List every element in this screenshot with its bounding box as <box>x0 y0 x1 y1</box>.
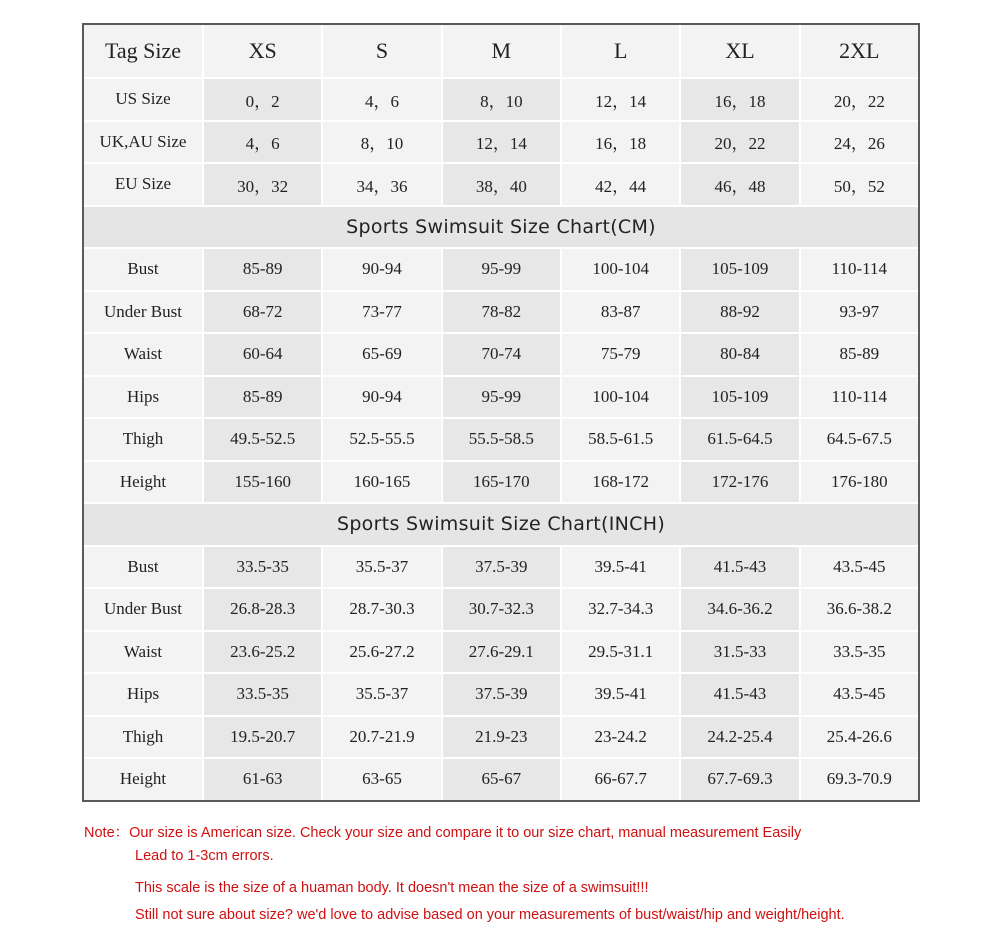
size-row-cell: 50，52 <box>801 164 918 205</box>
size-row-cell: 24，26 <box>801 122 918 163</box>
inch-row-cell: 24.2-25.4 <box>681 717 798 758</box>
cm-row-label: Hips <box>84 377 202 418</box>
inch-row-label: Waist <box>84 632 202 673</box>
size-row-cell: 4，6 <box>204 122 321 163</box>
inch-row-cell: 29.5-31.1 <box>562 632 679 673</box>
size-row-cell: 46，48 <box>681 164 798 205</box>
inch-row-cell: 25.4-26.6 <box>801 717 918 758</box>
inch-row-cell: 41.5-43 <box>681 547 798 588</box>
cm-row-cell: 95-99 <box>443 249 560 290</box>
inch-row-label: Height <box>84 759 202 800</box>
header-label: Tag Size <box>84 25 202 77</box>
inch-row-cell: 27.6-29.1 <box>443 632 560 673</box>
cm-row-cell: 49.5-52.5 <box>204 419 321 460</box>
cm-row-cell: 58.5-61.5 <box>562 419 679 460</box>
cm-row-cell: 110-114 <box>801 249 918 290</box>
size-row-cell: 12，14 <box>562 79 679 120</box>
inch-row-label: Bust <box>84 547 202 588</box>
cm-row-cell: 85-89 <box>204 377 321 418</box>
cm-row-cell: 85-89 <box>204 249 321 290</box>
cm-row-cell: 55.5-58.5 <box>443 419 560 460</box>
cm-section-title: Sports Swimsuit Size Chart(CM) <box>84 207 918 248</box>
size-row-label: EU Size <box>84 164 202 205</box>
cm-row-cell: 95-99 <box>443 377 560 418</box>
cm-row-cell: 83-87 <box>562 292 679 333</box>
size-row-label: US Size <box>84 79 202 120</box>
cm-row-cell: 52.5-55.5 <box>323 419 440 460</box>
inch-row-cell: 34.6-36.2 <box>681 589 798 630</box>
cm-row-cell: 80-84 <box>681 334 798 375</box>
inch-row-cell: 31.5-33 <box>681 632 798 673</box>
header-cell: 2XL <box>801 25 918 77</box>
inch-row-cell: 21.9-23 <box>443 717 560 758</box>
inch-row-cell: 33.5-35 <box>204 674 321 715</box>
inch-row-cell: 63-65 <box>323 759 440 800</box>
cm-row-cell: 155-160 <box>204 462 321 503</box>
cm-row-cell: 105-109 <box>681 249 798 290</box>
inch-row-cell: 69.3-70.9 <box>801 759 918 800</box>
header-cell: L <box>562 25 679 77</box>
cm-row-cell: 100-104 <box>562 377 679 418</box>
inch-row-cell: 23.6-25.2 <box>204 632 321 673</box>
inch-row-cell: 19.5-20.7 <box>204 717 321 758</box>
inch-section-title: Sports Swimsuit Size Chart(INCH) <box>84 504 918 545</box>
size-row-cell: 8，10 <box>323 122 440 163</box>
inch-row-cell: 43.5-45 <box>801 674 918 715</box>
size-row-cell: 4，6 <box>323 79 440 120</box>
cm-row-cell: 176-180 <box>801 462 918 503</box>
header-cell: XS <box>204 25 321 77</box>
size-row-cell: 30，32 <box>204 164 321 205</box>
size-row-cell: 0，2 <box>204 79 321 120</box>
cm-row-cell: 160-165 <box>323 462 440 503</box>
size-row-cell: 20，22 <box>801 79 918 120</box>
inch-row-cell: 35.5-37 <box>323 547 440 588</box>
inch-row-cell: 37.5-39 <box>443 674 560 715</box>
cm-row-cell: 73-77 <box>323 292 440 333</box>
inch-row-cell: 32.7-34.3 <box>562 589 679 630</box>
cm-row-cell: 168-172 <box>562 462 679 503</box>
cm-row-cell: 172-176 <box>681 462 798 503</box>
inch-row-cell: 41.5-43 <box>681 674 798 715</box>
inch-row-cell: 65-67 <box>443 759 560 800</box>
inch-row-cell: 37.5-39 <box>443 547 560 588</box>
header-cell: XL <box>681 25 798 77</box>
header-cell: M <box>443 25 560 77</box>
cm-row-cell: 60-64 <box>204 334 321 375</box>
cm-row-label: Waist <box>84 334 202 375</box>
header-cell: S <box>323 25 440 77</box>
inch-row-cell: 28.7-30.3 <box>323 589 440 630</box>
size-row-cell: 16，18 <box>562 122 679 163</box>
cm-row-cell: 90-94 <box>323 249 440 290</box>
cm-row-cell: 70-74 <box>443 334 560 375</box>
cm-row-cell: 110-114 <box>801 377 918 418</box>
cm-row-label: Thigh <box>84 419 202 460</box>
cm-row-cell: 105-109 <box>681 377 798 418</box>
inch-row-cell: 66-67.7 <box>562 759 679 800</box>
note-line-4: Still not sure about size? we'd love to advise based on your measurements of bust/waist/hip and weight/height. <box>135 907 845 923</box>
cm-row-cell: 165-170 <box>443 462 560 503</box>
cm-row-cell: 93-97 <box>801 292 918 333</box>
inch-row-cell: 36.6-38.2 <box>801 589 918 630</box>
inch-row-cell: 26.8-28.3 <box>204 589 321 630</box>
inch-row-cell: 61-63 <box>204 759 321 800</box>
cm-row-cell: 68-72 <box>204 292 321 333</box>
inch-row-label: Hips <box>84 674 202 715</box>
cm-row-label: Bust <box>84 249 202 290</box>
size-row-cell: 42，44 <box>562 164 679 205</box>
inch-row-cell: 20.7-21.9 <box>323 717 440 758</box>
cm-row-cell: 61.5-64.5 <box>681 419 798 460</box>
inch-row-cell: 25.6-27.2 <box>323 632 440 673</box>
cm-row-cell: 88-92 <box>681 292 798 333</box>
cm-row-cell: 75-79 <box>562 334 679 375</box>
note-line-3: This scale is the size of a huaman body. It doesn't mean the size of a swimsuit!!! <box>135 880 649 896</box>
size-row-cell: 12，14 <box>443 122 560 163</box>
inch-row-cell: 33.5-35 <box>801 632 918 673</box>
size-row-cell: 38，40 <box>443 164 560 205</box>
inch-row-label: Under Bust <box>84 589 202 630</box>
size-row-cell: 20，22 <box>681 122 798 163</box>
cm-row-cell: 65-69 <box>323 334 440 375</box>
inch-row-cell: 23-24.2 <box>562 717 679 758</box>
inch-row-cell: 39.5-41 <box>562 547 679 588</box>
cm-row-cell: 85-89 <box>801 334 918 375</box>
size-row-label: UK,AU Size <box>84 122 202 163</box>
size-row-cell: 8，10 <box>443 79 560 120</box>
note-line-1: Note：Our size is American size. Check your size and compare it to our size chart, manual measurement Easily <box>84 825 802 841</box>
inch-row-cell: 67.7-69.3 <box>681 759 798 800</box>
cm-row-cell: 100-104 <box>562 249 679 290</box>
size-chart-table <box>82 23 920 802</box>
cm-row-label: Under Bust <box>84 292 202 333</box>
size-row-cell: 34，36 <box>323 164 440 205</box>
cm-row-cell: 64.5-67.5 <box>801 419 918 460</box>
inch-row-cell: 33.5-35 <box>204 547 321 588</box>
cm-row-cell: 78-82 <box>443 292 560 333</box>
cm-row-cell: 90-94 <box>323 377 440 418</box>
inch-row-label: Thigh <box>84 717 202 758</box>
note-line-2: Lead to 1-3cm errors. <box>135 848 274 864</box>
inch-row-cell: 43.5-45 <box>801 547 918 588</box>
inch-row-cell: 30.7-32.3 <box>443 589 560 630</box>
inch-row-cell: 35.5-37 <box>323 674 440 715</box>
size-row-cell: 16，18 <box>681 79 798 120</box>
inch-row-cell: 39.5-41 <box>562 674 679 715</box>
cm-row-label: Height <box>84 462 202 503</box>
